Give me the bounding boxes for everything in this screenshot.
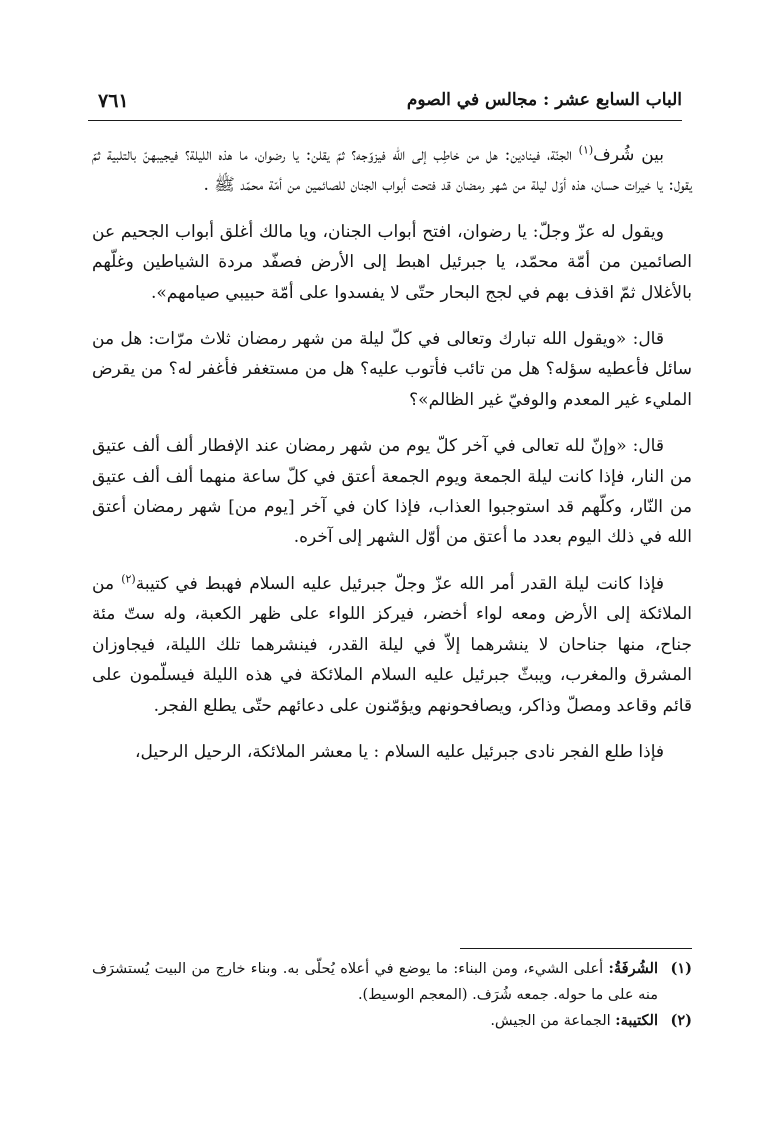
footnote-text [92,1008,658,1034]
paragraph-text: فإذا طلع الفجر نادى جبرئيل عليه السلام : يا معشر الملائكة، الرحيل الرحيل، [135,741,664,762]
paragraph-text: فإذا كانت ليلة القدر أمر الله عزّ وجلّ جبرئيل عليه السلام فهبط في كتيبة [135,573,664,594]
footnote-1 [92,956,692,1008]
page-header [88,86,682,121]
page-number: ٧٦١ [98,90,129,112]
footnote-number: (١) [670,960,692,977]
footnote-text [92,956,658,1008]
footnote-divider [460,948,692,949]
paragraph-text: ويقول له عزّ وجلّ: يا رضوان، افتح أبواب الجنان، ويا مالك أغلق أبواب الجحيم عن الصائمين من أمّة محمّد، يا جبرئيل اهبط إلى الأرض فصفّد مردة الشياطين وغلّهم بالأغلال ثمّ اقذف بهم في لجج البحار حتّى لا يفسدوا على أمّة حبيبي صيامهم». [92,221,692,303]
paragraph-text: الجنّة، فينادين: هل من خاطِب إلى الله فيزوّجه؟ ثمّ يقلن: يا رضوان، ما هذه الليلة؟ فيجيبهنّ بالتلبية ثمّ يقول: يا خيرات حسان، هذه أوّل ليلة من شهر رمضان قد فتحت أبواب الجنان للصائمين من أمّة محمّد ﷺ . [92,145,692,196]
footnote-term: الشُرفَةُ: [608,960,658,977]
footnote-2 [92,1008,692,1034]
paragraph-1 [92,140,692,201]
paragraph-text: قال: «وإنّ لله تعالى في آخر كلّ يوم من شهر رمضان عند الإفطار ألف ألف عتيق من النار، فإذا كانت ليلة الجمعة ويوم الجمعة أعتق في كلّ ساعة منهما ألف ألف عتيق من النّار، وكلّهم قد استوجبوا العذاب، فإذا كان في آخر [يوم من] شهر رمضان أعتق الله في ذلك اليوم بعدد ما أعتق من أوّل الشهر إلى آخره. [92,436,692,548]
paragraph-text: قال: «ويقول الله تبارك وتعالى في كلّ ليلة من شهر رمضان ثلاث مرّات: هل من سائل فأعطيه سؤله؟ هل من تائب فأتوب عليه؟ هل من مستغفر فأغفر له؟ من يقرض المليء غير المعدم والوفيّ غير الظالم»؟ [92,329,692,410]
paragraph-5 [92,569,692,721]
footnote-ref-1: (١) [578,143,594,157]
main-text [92,140,692,783]
footnote-term: الكتيبة: [615,1012,658,1029]
paragraph-text: بين شُرف [593,145,664,165]
paragraph-4 [92,431,692,553]
paragraph-3 [92,324,692,415]
footnote-ref-2: (٢) [121,572,136,586]
footnote-number: (٢) [670,1012,692,1029]
footnote-body: الجماعة من الجيش. [490,1013,616,1029]
footnotes [92,956,692,1034]
paragraph-2 [92,217,692,308]
footnote-body: أعلى الشيء، ومن البناء: ما يوضع في أعلاه يُحلّى به. وبناء خارج من البيت يُستشرَف منه على ما حوله. جمعه شُرَف. (المعجم الوسيط). [92,961,658,1003]
paragraph-text: من الملائكة إلى الأرض ومعه لواء أخضر، فيركز اللواء على ظهر الكعبة، وله ستّ مئة جناح، منها جناحان لا ينشرهما إلاّ في ليلة القدر، فينشرهما تلك الليلة، فيجاوزان المشرق والمغرب، ويبثّ جبرئيل عليه السلام الملائكة في هذه الليلة فيسلّمون على قائم وقاعد ومصلّ وذاكر، ويصافحونهم ويؤمّنون على دعائهم حتّى يطلع الفجر. [92,573,692,716]
running-title: الباب السابع عشر : مجالس في الصوم [406,90,682,110]
paragraph-6 [92,737,692,767]
